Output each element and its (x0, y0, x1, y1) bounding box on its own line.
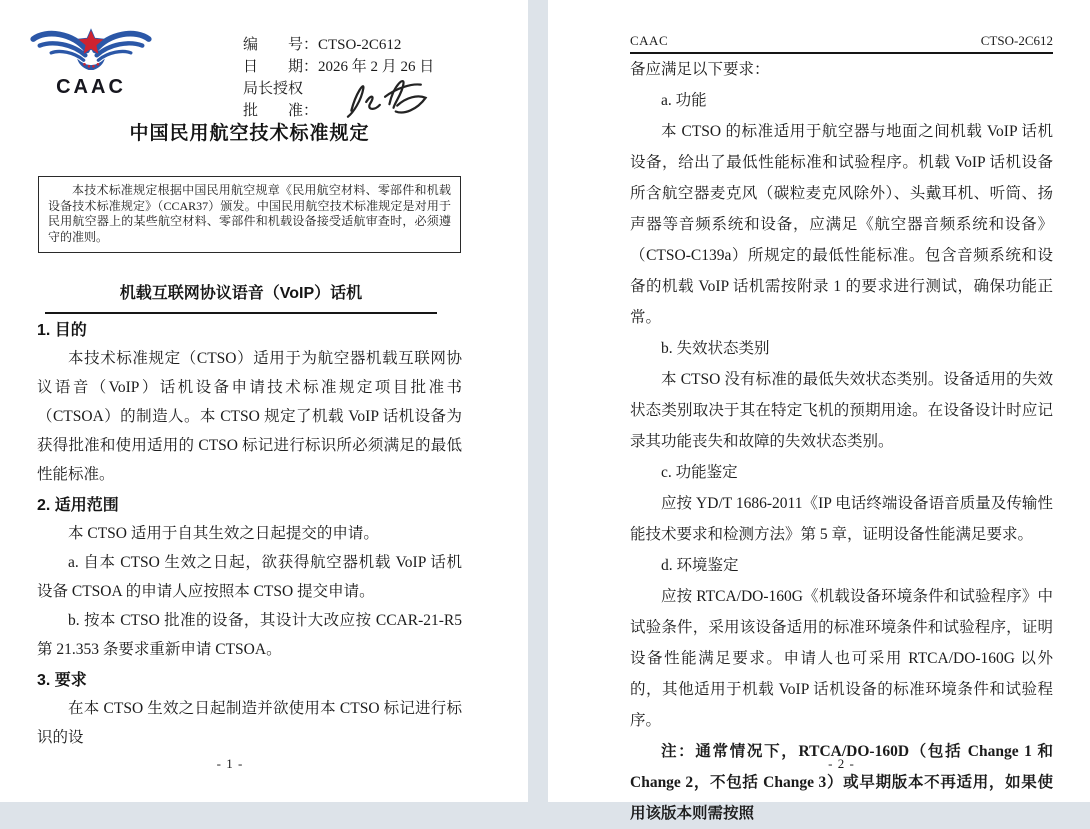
document-title: 中国民用航空技术标准规定 (129, 123, 370, 144)
doc-date-label: 日 期： (243, 59, 319, 75)
page2-block-para-5: c. 功能鉴定 (661, 464, 738, 481)
approve-label: 批 准： (243, 103, 319, 119)
page2-block-para-6: 应按 YD/T 1686-2011《IP 电话终端设备语音质量及传输性能技术要求和检测方法》第 5 章，证明设备性能满足要求。 (630, 495, 1053, 543)
page2-block-para-4: 本 CTSO 没有标准的最低失效状态类别。设备适用的失效状态类别取决于其在特定飞机的预期用途。在设备设计时应记录其功能丧失和故障的失效状态类别。 (630, 371, 1053, 450)
approval-block (243, 34, 473, 122)
page1-block-para-5: b. 按本 CTSO 批准的设备，其设计大改应按 CCAR-21-R5 第 21.353 条要求重新申请 CTSOA。 (37, 612, 462, 658)
page1-block-para-4: a. 自本 CTSO 生效之日起，欲获得航空器机载 VoIP 话机设备 CTSOA 的申请人应按照本 CTSO 提交申请。 (37, 554, 462, 600)
page2-block-para-2: 本 CTSO 的标准适用于航空器与地面之间机载 VoIP 话机设备，给出了最低性能标准和试验程序。机载 VoIP 话机设备所含航空器麦克风（碳粒麦克风除外）、头戴耳机、听筒、扬声器等音频系统和设备，应满足《航空器音频系统和设备》（CTSO-C139a）所规定的最低性能标准。包含音频系统和设备的机载 VoIP 话机需按附录 1 的要求进行测试，确保功能正常。 (630, 123, 1053, 326)
page1-number: - 1 - (216, 756, 244, 771)
document-page-1 (0, 0, 528, 802)
doc-number-label: 编 号： (243, 37, 319, 53)
doc-number-value: CTSO-2C612 (318, 37, 402, 53)
header-left-text: CAAC (630, 33, 669, 48)
page2-block-para-8: 应按 RTCA/DO-160G《机载设备环境条件和试验程序》中试验条件，采用该设备适用的标准环境条件和试验程序，证明设备性能满足要求。申请人也可采用 RTCA/DO-160G 以外的，其他适用于机载 VoIP 话机设备的标准环境条件和试验程序。 (630, 588, 1053, 729)
page1-block-heading-2: 2. 适用范围 (37, 497, 119, 514)
page2-running-header (630, 33, 1053, 54)
caac-logo-caption: CAAC (56, 76, 126, 98)
page2-body (630, 54, 1053, 829)
notice-box: 本技术标准规定根据中国民用航空规章《民用航空材料、零部件和机载设备技术标准规定》（CCAR37）颁发。中国民用航空技术标准规定是对用于民用航空器上的某些航空材料、零部件和机载设备接受适航审查时，必须遵守的准则。 (38, 176, 461, 253)
doc-date-value: 2026 年 2 月 26 日 (318, 59, 435, 75)
page1-block-heading-0: 1. 目的 (37, 322, 87, 339)
page2-block-para-3: b. 失效状态类别 (661, 340, 770, 357)
page2-block-para-7: d. 环境鉴定 (661, 557, 739, 574)
page1-block-para-7: 在本 CTSO 生效之日起制造并欲使用本 CTSO 标记进行标识的设 (37, 700, 462, 746)
document-page-2 (548, 0, 1090, 822)
caac-logo (30, 26, 152, 99)
handwritten-signature-icon (329, 70, 437, 120)
header-right-text: CTSO-2C612 (980, 33, 1053, 48)
doc-number-row (243, 34, 473, 56)
page1-block-para-1: 本技术标准规定（CTSO）适用于为航空器机载互联网协议语音（VoIP）话机设备申请技术标准规定项目批准书（CTSOA）的制造人。本 CTSO 规定了机载 VoIP 话机设备为获得批准和使用适用的 CTSO 标记进行标识所必须满足的最低性能标准。 (37, 350, 462, 483)
page2-block-para-1: a. 功能 (661, 92, 707, 109)
authorization-label: 局长授权 (243, 81, 304, 97)
page2-block-note-9: 注：通常情况下，RTCA/DO-160D（包括 Change 1 和 Change 2，不包括 Change 3）或早期版本不再适用，如果使用该版本则需按照 (630, 743, 1053, 822)
subject-heading: 机载互联网协议语音（VoIP）话机 (45, 280, 437, 314)
page2-number: - 2 - (828, 756, 855, 771)
page1-block-para-3: 本 CTSO 适用于自其生效之日起提交的申请。 (68, 525, 379, 542)
page2-block-cont-0: 备应满足以下要求： (630, 61, 770, 78)
page1-body (37, 320, 462, 752)
page1-block-heading-6: 3. 要求 (37, 672, 87, 689)
caac-wings-star-logo-icon (30, 26, 152, 70)
